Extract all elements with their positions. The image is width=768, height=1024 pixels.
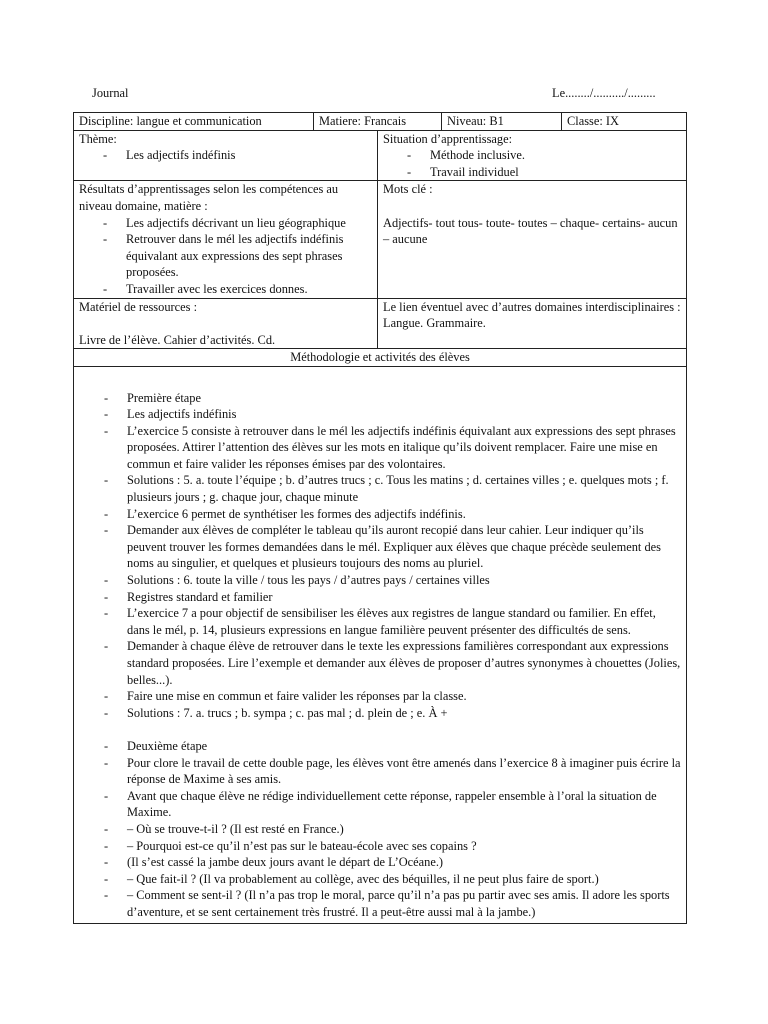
lien-text: Langue. Grammaire. (383, 316, 486, 331)
method-item: - L’exercice 5 consiste à retrouver dans le mél les adjectifs indéfinis équivalant aux expressions des sept phrases proposées. Attirer l’attention des élèves sur les mots en italique qu’ils doivent remplacer. Faire une mise en commun et faire valider les réponses émises par des volontaires. (79, 423, 681, 473)
method-item: - Solutions : 5. a. toute l’équipe ; b. d’autres trucs ; c. Tous les matins ; d. certaines villes ; e. quelques mots ; f. plusieurs jours ; g. chaque jour, chaque minute (79, 472, 681, 505)
situation-item: - Méthode inclusive. (383, 147, 681, 164)
method-item: - Demander aux élèves de compléter le tableau qu’ils auront recopié dans leur cahier. Leur indiquer qu’ils peuvent trouver les formes demandées dans le mél. Expliquer aux élèves que chaque précède seulement des noms au singulier, et quelques et plusieurs toujours des noms au pluriel. (79, 522, 681, 572)
mots-cle-text: Adjectifs- tout tous- toute- toutes – chaque- certains- aucun – aucune (383, 215, 678, 247)
resultats-item: - Retrouver dans le mél les adjectifs indéfinis équivalant aux expressions des sept phrases proposées. (79, 231, 372, 281)
method-item: - Solutions : 6. toute la ville / tous les pays / d’autres pays / certaines villes (79, 572, 681, 589)
method-item: - Solutions : 7. a. trucs ; b. sympa ; c. pas mal ; d. plein de ; e. À + (79, 705, 681, 722)
situation-item: - Travail individuel (383, 164, 681, 181)
resultats-item: - Travailler avec les exercices donnes. (79, 281, 372, 298)
materiel-text: Livre de l’élève. Cahier d’activités. Cd. (79, 332, 276, 347)
method-item: - L’exercice 7 a pour objectif de sensibiliser les élèves aux registres de langue standard ou familier. En effet, dans le mél, p. 14, plusieurs expressions en langue familière peuvent présenter des difficultés de sens. (79, 605, 681, 638)
method-item: - – Que fait-il ? (Il va probablement au collège, avec des béquilles, il ne peut plus faire de sport.) (79, 871, 681, 888)
situation-cell (378, 130, 687, 181)
method-item: - Faire une mise en commun et faire valider les réponses par la classe. (79, 688, 681, 705)
niveau-cell: Niveau: B1 (442, 113, 562, 131)
method-item: - Les adjectifs indéfinis (79, 406, 681, 423)
discipline-cell: Discipline: langue et communication (74, 113, 314, 131)
date-field: Le......../........../......... (552, 86, 656, 100)
lien-cell (378, 298, 687, 349)
materiel-label: Matériel de ressources : (79, 299, 198, 314)
method-item: - L’exercice 6 permet de synthétiser les formes des adjectifs indéfinis. (79, 506, 681, 523)
theme-label: Thème: (79, 131, 117, 146)
lien-label: Le lien éventuel avec d’autres domaines interdisciplinaires : (383, 299, 681, 314)
mots-cle-label: Mots clé : (383, 182, 433, 197)
method-item: - Première étape (79, 390, 681, 407)
resultats-item: - Les adjectifs décrivant un lieu géographique (79, 215, 372, 232)
method-item: - Demander à chaque élève de retrouver dans le texte les expressions familières correspondant aux expressions standard proposées. Lire l’exemple et demander aux élèves de proposer d’autres synonymes à chouettes (Jolies, belles...). (79, 638, 681, 688)
methodologie-cell (74, 366, 687, 923)
mots-cle-cell (378, 181, 687, 298)
method-item: - Deuxième étape (79, 738, 681, 755)
resultats-label: Résultats d’apprentissages selon les compétences au niveau domaine, matière : (79, 182, 339, 213)
matiere-cell: Matiere: Francais (314, 113, 442, 131)
method-item: - – Pourquoi est-ce qu’il n’est pas sur le bateau-école avec ses copains ? (79, 838, 681, 855)
journal-title: Journal (92, 86, 129, 100)
method-item: - Pour clore le travail de cette double page, les élèves vont être amenés dans l’exercice 8 à imaginer puis écrire la réponse de Maxime à ses amis. (79, 755, 681, 788)
lesson-plan-table (73, 112, 687, 924)
situation-label: Situation d’apprentissage: (383, 131, 513, 146)
etape2-list (79, 738, 681, 921)
methodologie-title: Méthodologie et activités des élèves (74, 349, 687, 367)
theme-cell (74, 130, 378, 181)
theme-item: - Les adjectifs indéfinis (79, 147, 372, 164)
etape1-list (79, 390, 681, 722)
method-item: - (Il s’est cassé la jambe deux jours avant le départ de L’Océane.) (79, 854, 681, 871)
method-item: - – Où se trouve-t-il ? (Il est resté en France.) (79, 821, 681, 838)
method-item: - Registres standard et familier (79, 589, 681, 606)
method-item: - – Comment se sent-il ? (Il n’a pas trop le moral, parce qu’il n’a pas pu partir avec ses amis. Il adore les sports d’aventure, et se sent certainement très frustré. Il a peut-être aussi mal à la jambe.) (79, 887, 681, 920)
method-item: - Avant que chaque élève ne rédige individuellement cette réponse, rappeler ensemble à l’oral la situation de Maxime. (79, 788, 681, 821)
materiel-cell (74, 298, 378, 349)
classe-cell: Classe: IX (562, 113, 687, 131)
resultats-cell (74, 181, 378, 298)
